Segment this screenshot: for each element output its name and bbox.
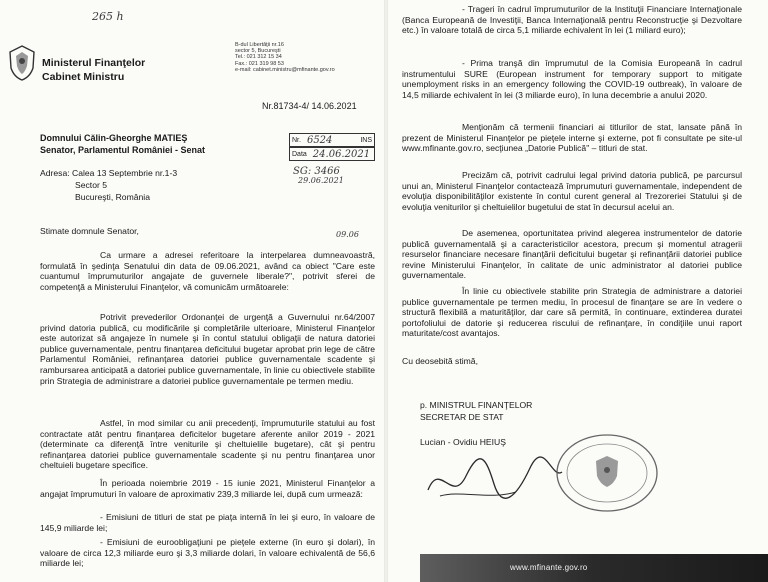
page-fold	[384, 0, 388, 582]
signature-scribble-icon	[420, 450, 570, 510]
handwritten-date: 24.06.2021	[312, 148, 371, 160]
registration-number-box: Nr. 6524 INS	[289, 133, 375, 147]
footer-bar	[420, 554, 768, 582]
salutation: Stimate domnule Senator,	[40, 226, 139, 236]
recipient-name: Domnului Călin-Gheorghe MATIEŞ	[40, 133, 188, 143]
footer-website: www.mfinante.gov.ro	[510, 563, 588, 572]
ministry-name: Ministerul Finanţelor	[42, 57, 146, 69]
address-line: sector 5, Bucureşti	[235, 48, 281, 55]
romania-coat-of-arms-icon	[6, 44, 38, 82]
signatory-name: Lucian - Ovidiu HEIUŞ	[420, 437, 506, 447]
recipient-address-line3: Bucureşti, România	[75, 192, 150, 202]
signature-line1: p. MINISTRUL FINANŢELOR	[420, 400, 533, 410]
closing: Cu deosebită stimă,	[402, 356, 478, 366]
handwritten-number: 6524	[306, 134, 333, 146]
signature-line2: SECRETAR DE STAT	[420, 412, 504, 422]
body-paragraph: Menţionăm că termenii financiari ai titlurilor de stat, lansate până în prezent de Ministerul Finanţelor pe pieţele interne şi externe, pot fi consultate pe site-ul www.mfinante.gov.ro, secţiunea „Datorie Publică" – titluri de stat.	[402, 122, 742, 154]
registration-date-box: Data 24.06.2021	[289, 147, 375, 161]
official-stamp-icon	[552, 430, 662, 516]
handwritten-sg-ref: SG: 3466	[293, 166, 340, 177]
bullet-item: - Prima tranşă din împrumutul de la Comisia Europeană în cadrul instrumentului SURE (European instrument for temporary support to mitigate unemployment risks in an emergency following the COVID-19 outbreak), în valoare de 14,5 miliarde echivalent în lei (3 miliarde euro), în luna decembrie a anului 2020.	[402, 58, 742, 100]
address-line: Tel.: 021 312 15 34	[235, 54, 282, 61]
recipient-address-line2: Sector 5	[75, 180, 108, 190]
body-paragraph: Astfel, în mod similar cu anii precedenţi, împrumuturile statului au fost contractate atât pentru finanţarea deficitelor bugetare aferente anilor 2019 - 2021 (determinate ca diferenţă între veniturile şi cheltuielile bugetare), cât şi pentru refinanţarea datoriei publice guvernamentale scadente şi nu pentru finanţarea unor cheltuieli bugetare specifice.	[40, 418, 375, 471]
address-line: Fax.: 021 319 98 53	[235, 60, 284, 67]
body-paragraph: În linie cu obiectivele stabilite prin Strategia de administrare a datoriei publice guvernamentale pe termen mediu, în procesul de finanţare se are în vedere o structură flexibilă a maturităţilor, dar care să permită, în continuare, extinderea duratei portofoliului de datorie şi reducerea riscului de refinanţare, în condiţiile unui raport maturitate/cost avantajos.	[402, 286, 742, 339]
handwritten-side-date: 09.06	[336, 230, 359, 239]
bullet-item: - Emisiuni de euroobligaţiuni pe pieţele externe (în euro şi dolari), în valoare de circa 12,3 miliarde euro şi 3,3 miliarde dolari, în valoare echivalentă de 56,6 miliarde lei;	[40, 537, 375, 569]
address-line: B-dul Libertăţii nr.16	[235, 42, 284, 48]
ministry-address	[235, 42, 375, 73]
bullet-item: - Trageri în cadrul împrumuturilor de la Instituţii Financiare Internaţionale (Banca Europeană de Investiţii, Banca Internaţională pentru Reconstrucţie şi Dezvoltare etc.) în valoare totală de circa 5,1 miliarde echivalent în lei (1 miliard euro);	[402, 4, 742, 36]
body-paragraph: În perioada noiembrie 2019 - 15 iunie 2021, Ministerul Finanţelor a angajat împrumuturi în valoare de aproximativ 239,3 miliarde lei, după cum urmează:	[40, 478, 375, 499]
recipient-title: Senator, Parlamentul României - Senat	[40, 145, 206, 155]
body-paragraph: Potrivit prevederilor Ordonanţei de urgenţă a Guvernului nr.64/2007 privind datoria publică, cu modificările şi completările ulterioare, Ministerul Finanţelor este autorizat să angajeze în numele şi în contul statului obligaţii de natura datoriei publice guvernamentale, pentru finanţarea deficitului bugetar aprobat prin lege de către Parlamentul României, refinanţarea datoriei publice guvernamentale scadente şi rambursarea anticipată a datoriei publice guvernamentale, în linie cu obiectivele stabilite prin Strategia de administrare a datoriei publice guvernamentale pe termen mediu.	[40, 312, 375, 386]
address-line: e-mail: cabinet.ministru@mfinante.gov.ro	[235, 66, 335, 73]
handwritten-note: 265 h	[92, 10, 124, 23]
bullet-item: - Emisiuni de titluri de stat pe piaţa internă în lei şi euro, în valoare de 145,9 miliarde lei;	[40, 512, 375, 533]
reference-number: Nr.81734-4/ 14.06.2021	[262, 101, 357, 111]
body-paragraph: Precizăm că, potrivit cadrului legal privind datoria publică, pe parcursul unui an, Ministerul Finanţelor contactează împrumuturi guvernamentale, independent de evoluţia disponibilităţilor existente în contul curent general al Trezoreriei Statului şi de evoluţia veniturilor şi cheltuielilor bugetului de stat în decursul acelui an.	[402, 170, 742, 212]
recipient-address-line1: Adresa: Calea 13 Septembrie nr.1-3	[40, 168, 178, 178]
handwritten-sg-date: 29.06.2021	[298, 176, 344, 185]
cabinet-name: Cabinet Ministru	[42, 71, 125, 83]
body-paragraph: De asemenea, oportunitatea privind alegerea instrumentelor de datorie publică guvernamentală şi a caracteristicilor acestora, precum şi momentul atragerii resurselor financiare necesare finanţării deficitului bugetar şi refinanţării datoriei publice revine Ministerului Finanţelor, în calitate de unic administrator al datoriei publice guvernamentale.	[402, 228, 742, 281]
body-paragraph: Ca urmare a adresei referitoare la interpelarea dumneavoastră, formulată în şedinţa Senatului din data de 09.06.2021, având ca obiect "Care este cuantumul împrumuturilor angajate de guvernele liberale?", potrivit sferei de competenţă a Ministerului Finanţelor, vă comunicăm următoarele:	[40, 250, 375, 292]
